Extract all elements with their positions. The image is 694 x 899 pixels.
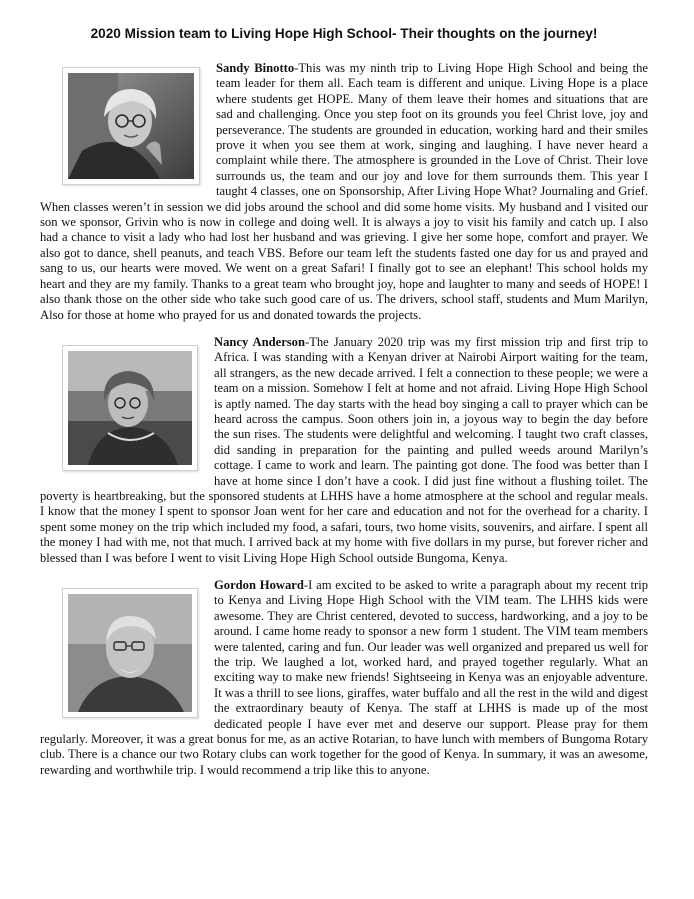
author-name: Nancy Anderson xyxy=(214,334,305,349)
portrait-image xyxy=(68,351,192,465)
photo-nancy-anderson xyxy=(62,345,198,471)
portrait-graphic xyxy=(68,73,194,179)
entry-nancy-anderson xyxy=(40,335,648,566)
portrait-graphic xyxy=(68,594,192,712)
portrait-image xyxy=(68,594,192,712)
entry-sandy-binotto xyxy=(40,61,648,323)
entry-text: -The January 2020 trip was my first mission trip and first trip to Africa. I was standing with a Kenyan driver at Nairobi Airport waiting for the team, all strangers, as the new decade arrived. I felt a connection to these people; we were a team on a mission. Somehow I felt at home and not afraid. Living Hope High School is aptly named. The day starts with the head boy singing a call to prayer which can be heard across the campus. Soon others join in, a joyous way to begin the day before the sun rises. The students were delightful and welcoming. I taught two craft classes, did sanding in preparation for the painting and pulled weeds around Marilyn’s cottage. I came to work and learn. The painting got done. The food was better than I have at home since I don’t have a cook. I did just fine without a flushing toilet. The poverty is heartbreaking, but the sponsored students at LHHS have a home atmosphere at the school and regular meals. I know that the money I spent to sponsor Joan went for her care and education and not for the overhead for a charity. I spent some money on the trip which included my food, a safari, tours, two home visits, souvenirs, and airfare. I spent all the money I had with me, not that much. I arrived back at my home with five dollars in my purse, but forever richer and blessed than I was before I went to visit Living Hope High School outside Bungoma, Kenya. xyxy=(40,334,648,565)
portrait-image xyxy=(68,73,194,179)
author-name: Gordon Howard xyxy=(214,578,304,592)
portrait-graphic xyxy=(68,351,192,465)
photo-gordon-howard xyxy=(62,588,198,718)
entry-text: -This was my ninth trip to Living Hope High School and being the team leader for them all. Each team is different and unique. Living Hope is a place where students get HOPE. Many of them leave their homes and situations that are sad and challenging. Once you step foot on its grounds you feel Christ love, joy and perseverance. The students are grounded in education, working hard and their smiles prove it when you see them at work, singing and laughing. I have never heard a complaint while there. The atmosphere is grounded in the Love of Christ. Their love surrounds us, the team and our joy and love for them surrounds them. This year I taught 4 classes, one on Sponsorship, After Living Hope What? Journaling and Grief. When classes weren’t in session we did jobs around the school and did some home visits. My husband and I visited our son we sponsor, Grivin who is now in college and doing well. It is always a joy to visit his family and catch up. I also had a chance to visit a lady who had lost her husband and was grieving. I give her some hope, comfort and prayer. We also got to dance, shell peanuts, and teach VBS. Before our team left the students fasted one day for us and prayed and sang to us, our hearts were moved. We went on a great Safari! I finally got to see an elephant! This school holds my heart and they are my family. Thanks to a great team who brought joy, hope and laughter to many and seeds of HOPE! I also thank those on the other side who take such good care of us. The drivers, school staff, students and Mum Marilyn, Also for those at home who prayed for us and donated towards the projects. xyxy=(40,61,649,322)
entry-gordon-howard xyxy=(40,578,648,778)
entry-text: -I am excited to be asked to write a paragraph about my recent trip to Kenya and Living Hope High School with the VIM team. The LHHS kids were awesome. They are Christ centered, devoted to success, hardworking, and a joy to be around. I came home ready to sponsor a new form 1 student. The VIM team members were talented, caring and fun. Our leader was well organized and prepared us well for the trip. We laughed a lot, worked hard, and prayed together regularly. What an exciting way to make new friends! Sightseeing in Kenya was an enjoyable adventure. It was a thrill to see lions, giraffes, water buffalo and all the rest in the wild and digest the extraordinary beauty of Kenya. The staff at LHHS is made up of the most dedicated people I have ever met and deserve our support. Please pray for them regularly. Moreover, it was a great bonus for me, as an active Rotarian, to have lunch with members of Bungoma Rotary club. There is a chance our two Rotary clubs can work together for the good of Kenya. In summary, it was an awesome, rewarding and worthwhile trip. I would recommend a trip like this to anyone. xyxy=(40,578,648,777)
page-title: 2020 Mission team to Living Hope High School- Their thoughts on the journey! xyxy=(90,26,598,41)
photo-sandy-binotto xyxy=(62,67,200,185)
author-name: Sandy Binotto xyxy=(216,61,295,75)
